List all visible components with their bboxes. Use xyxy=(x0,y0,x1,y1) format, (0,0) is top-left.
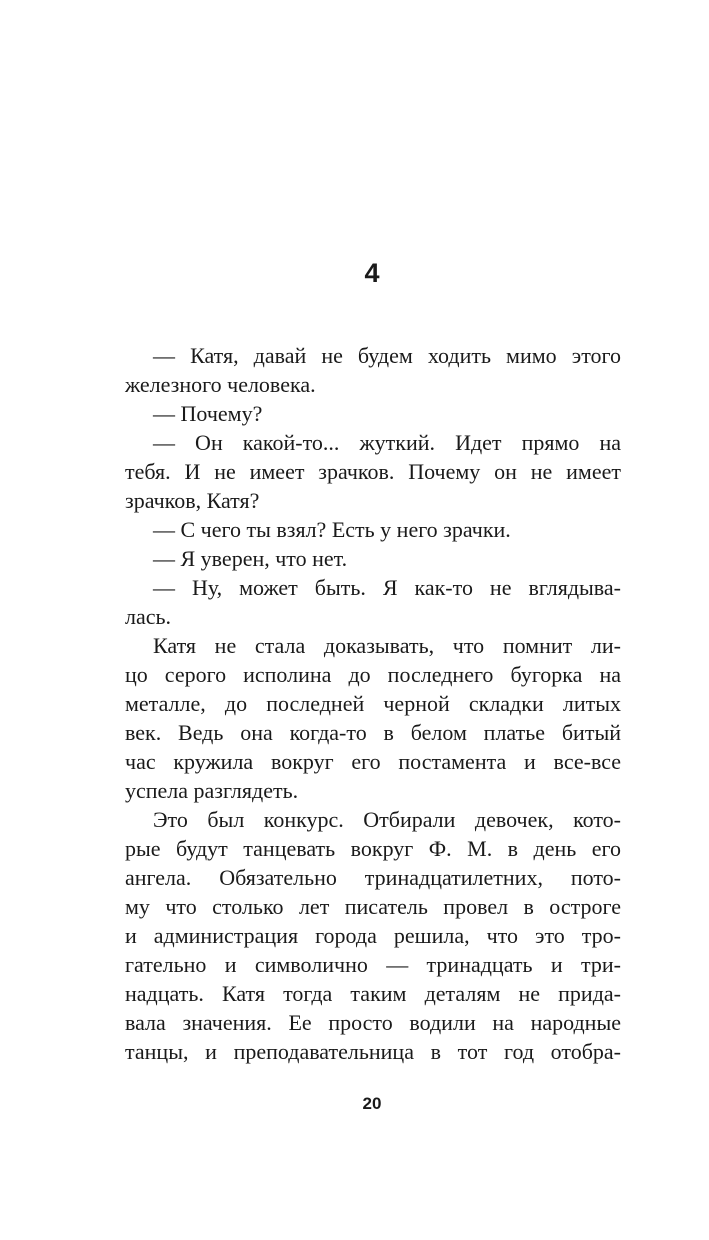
text-line: ангела. Обязательно тринадцатилетних, пото- xyxy=(125,865,621,890)
text-line: лась. xyxy=(125,604,172,629)
text-line: и администрация города решила, что это тро- xyxy=(125,923,621,948)
text-line: — С чего ты взял? Есть у него зрачки. xyxy=(153,517,511,542)
text-line: — Почему? xyxy=(153,401,263,426)
text-line: век. Ведь она когда-то в белом платье битый xyxy=(125,720,621,745)
page-number: 20 xyxy=(362,1094,382,1113)
text-line: зрачков, Катя? xyxy=(125,488,260,513)
text-line: железного человека. xyxy=(125,372,316,397)
text-line: тебя. И не имеет зрачков. Почему он не имеет xyxy=(125,459,621,484)
text-line: вала значения. Ее просто водили на народные xyxy=(125,1010,621,1035)
text-line: успела разглядеть. xyxy=(125,778,299,803)
text-line: му что столько лет писатель провел в остроге xyxy=(125,894,621,919)
text-line: танцы, и преподавательница в тот год отобра- xyxy=(125,1039,621,1064)
text-line: час кружила вокруг его постамента и все-все xyxy=(125,749,621,774)
text-line: металле, до последней черной складки литых xyxy=(125,691,621,716)
text-line: цо серого исполина до последнего бугорка на xyxy=(125,662,621,687)
text-line: Катя не стала доказывать, что помнит ли- xyxy=(153,633,621,658)
text-line: — Я уверен, что нет. xyxy=(153,546,348,571)
text-line: — Катя, давай не будем ходить мимо этого xyxy=(153,343,621,368)
text-line: рые будут танцевать вокруг Ф. М. в день его xyxy=(125,836,621,861)
text-line: — Он какой-то... жуткий. Идет прямо на xyxy=(153,430,621,455)
chapter-number: 4 xyxy=(364,258,380,288)
body-text xyxy=(125,341,621,1066)
text-line: Это был конкурс. Отбирали девочек, кото- xyxy=(153,807,621,832)
text-line: надцать. Катя тогда таким деталям не прида- xyxy=(125,981,621,1006)
text-line: — Ну, может быть. Я как-то не вглядыва- xyxy=(153,575,621,600)
text-line: гательно и символично — тринадцать и три- xyxy=(125,952,621,977)
